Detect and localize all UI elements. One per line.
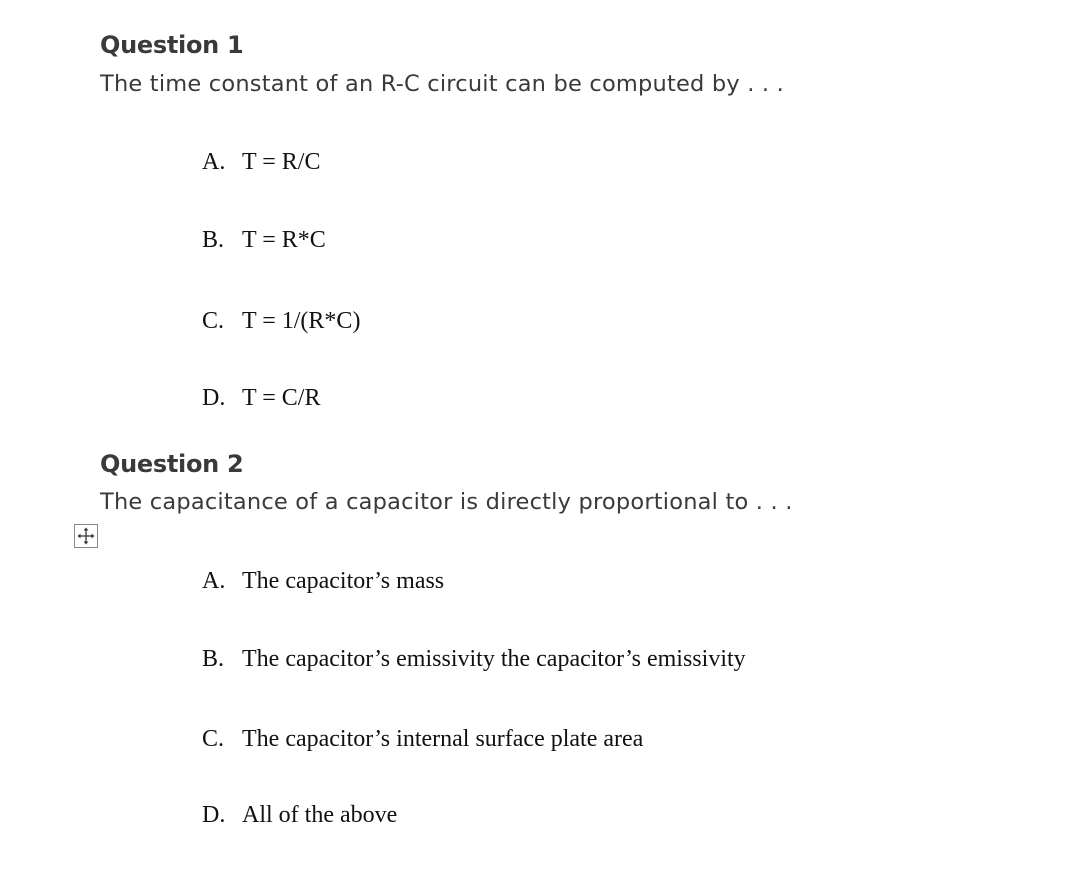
option-text: T = 1/(R*C) [242,308,361,334]
question-1-option-a[interactable] [202,147,320,177]
option-letter: A. [202,568,226,594]
option-text: The capacitor’s internal surface plate area [242,726,644,752]
option-letter: C. [202,308,225,334]
option-text: All of the above [242,802,398,828]
option-letter: B. [202,227,225,253]
option-text: T = C/R [242,385,321,411]
question-1-option-b[interactable] [202,225,326,255]
option-letter: D. [202,385,226,411]
question-2-prompt: The capacitance of a capacitor is directly proportional to . . . [100,489,793,515]
question-2-option-b[interactable] [202,644,746,674]
move-arrows-icon-graphic [75,525,97,547]
question-1-title: Question 1 [100,31,244,59]
option-text: The capacitor’s mass [242,568,445,594]
option-letter: A. [202,149,226,175]
question-2-title: Question 2 [100,450,244,478]
option-text: T = R*C [242,227,326,253]
question-1-prompt: The time constant of an R-C circuit can be computed by . . . [100,71,784,97]
question-1-option-c[interactable] [202,306,360,336]
option-letter: C. [202,726,225,752]
option-letter: D. [202,802,226,828]
option-text: T = R/C [242,149,321,175]
question-2-option-d[interactable] [202,800,397,830]
question-1-option-d[interactable] [202,383,320,413]
question-2-option-c[interactable] [202,724,643,754]
option-text: The capacitor’s emissivity the capacitor’s emissivity [242,646,746,672]
move-arrows-icon[interactable] [74,524,98,548]
question-2-option-a[interactable] [202,566,444,596]
option-letter: B. [202,646,225,672]
